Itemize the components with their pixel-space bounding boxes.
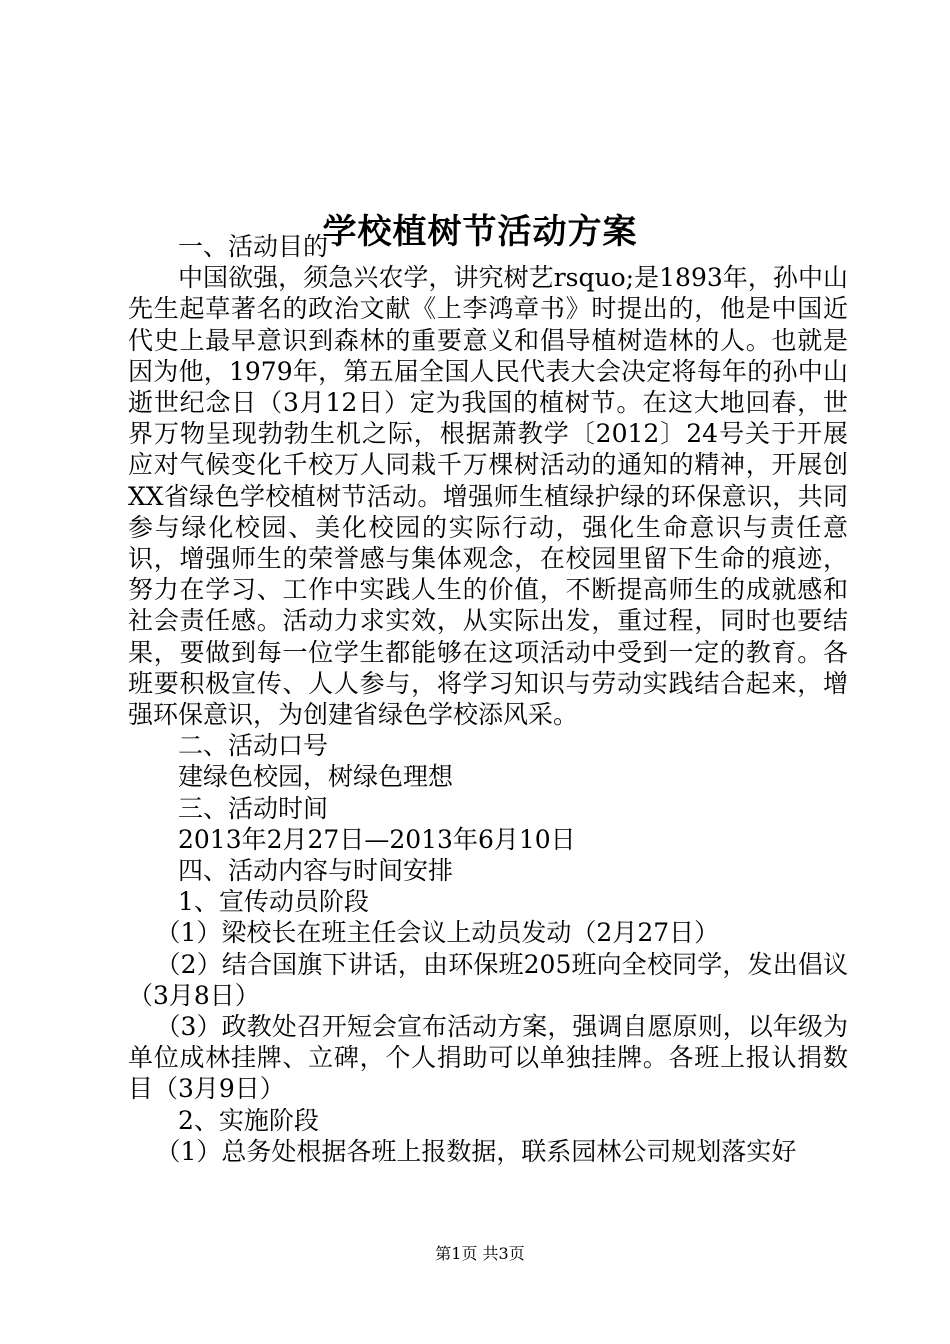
time-text: 2013年2月27日—2013年6月10日 (178, 824, 576, 854)
list-item: （1）总务处根据各班上报数据，联系园林公司规划落实好 (155, 1136, 797, 1166)
page-footer: 第1页 共3页 (435, 1244, 525, 1263)
list-item: （2）结合国旗下讲话，由环保班205班向全校同学，发出倡议（3月8日） (128, 949, 848, 1010)
section-heading-purpose: 一、活动目的 (178, 232, 329, 261)
document-body (128, 231, 848, 1167)
subsection-implementation: 2、实施阶段 (178, 1105, 319, 1135)
purpose-paragraph: 中国欲强，须急兴农学，讲究树艺rsquo;是1893年，孙中山先生起草著名的政治文献《上李鸿章书》时提出的，他是中国近代史上最早意识到森林的重要意义和倡导植树造林的人。也就是因为他，1979年，第五届全国人民代表大会决定将每年的孙中山逝世纪念日（3月12日）定为我国的植树节。在这大地回春，世界万物呈现勃勃生机之际，根据萧教学〔2012〕24号关于开展应对气候变化千校万人同栽千万棵树活动的通知的精神，开展创XX省绿色学校植树节活动。增强师生植绿护绿的环保意识，共同参与绿化校园、美化校园的实际行动，强化生命意识与责任意识，增强师生的荣誉感与集体观念，在校园里留下生命的痕迹，努力在学习、工作中实践人生的价值，不断提高师生的成就感和社会责任感。活动力求实效，从实际出发，重过程，同时也要结果，要做到每一位学生都能够在这项活动中受到一定的教育。各班要积极宣传、人人参与，将学习知识与劳动实践结合起来，增强环保意识，为创建省绿色学校添风采。 (128, 263, 848, 730)
subsection-publicity: 1、宣传动员阶段 (178, 887, 369, 917)
document-title: 学校植树节活动方案 (322, 211, 638, 252)
list-item: （1）梁校长在班主任会议上动员发动（2月27日） (155, 918, 720, 948)
section-heading-content: 四、活动内容与时间安排 (178, 856, 454, 886)
section-heading-time: 三、活动时间 (178, 793, 329, 823)
section-heading-slogan: 二、活动口号 (178, 731, 329, 761)
slogan-text: 建绿色校园，树绿色理想 (178, 762, 454, 792)
list-item: （3）政教处召开短会宣布活动方案，强调自愿原则，以年级为单位成林挂牌、立碑，个人捐助可以单独挂牌。各班上报认捐数目（3月9日） (128, 1012, 848, 1104)
